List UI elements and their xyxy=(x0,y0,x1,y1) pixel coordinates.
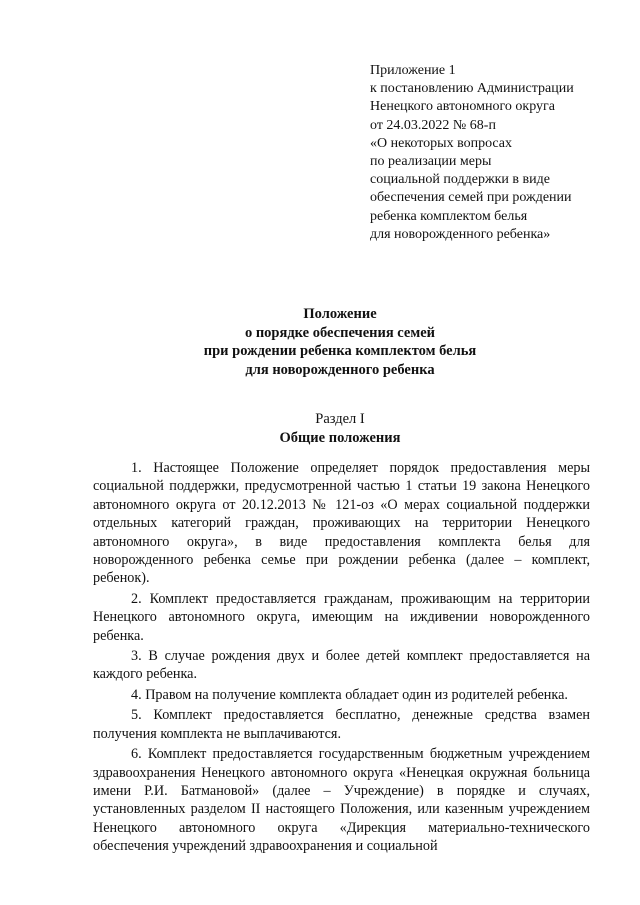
document-title xyxy=(110,305,570,379)
paragraph: 4. Правом на получение комплекта обладает один из родителей ребенка. xyxy=(131,686,568,703)
title-line: для новорожденного ребенка xyxy=(245,361,435,378)
document-body xyxy=(93,459,590,858)
paragraph: 6. Комплект предоставляется государственным бюджетным учреждением здравоохранения Ненецкого автономного округа «Ненецкая окружная больница имени Р.И. Батмановой» (далее – Учреждение) в порядке и случаях, установленных разделом II настоящего Положения, или казенным учреждением Ненецкого автономного округа «Дирекция материально-технического обеспечения учреждений здравоохранения и социальной xyxy=(93,746,590,855)
appendix-line: от 24.03.2022 № 68-п xyxy=(370,117,496,133)
title-line: о порядке обеспечения семей xyxy=(244,324,436,341)
paragraph: 2. Комплект предоставляется гражданам, проживающим на территории Ненецкого автономного округа, имеющим на иждивении новорожденного ребенка. xyxy=(93,590,590,644)
appendix-line: Приложение 1 xyxy=(370,63,456,78)
appendix-line: по реализации меры xyxy=(370,154,492,170)
appendix-line: ребенка комплектом белья xyxy=(370,208,528,224)
title-line: при рождении ребенка комплектом белья xyxy=(203,343,477,359)
section-number: Раздел I xyxy=(315,411,365,427)
paragraph: 5. Комплект предоставляется бесплатно, денежные средства взамен получения комплекта не выплачиваются. xyxy=(93,707,590,742)
appendix-line: «О некоторых вопросах xyxy=(370,135,513,151)
appendix-line: социальной поддержки в виде xyxy=(370,172,550,188)
appendix-line: для новорожденного ребенка» xyxy=(370,226,551,242)
appendix-line: к постановлению Администрации xyxy=(370,81,574,97)
section-heading xyxy=(90,410,590,447)
title-line: Положение xyxy=(303,306,377,322)
appendix-line: обеспечения семей при рождении xyxy=(370,190,572,206)
paragraph: 3. В случае рождения двух и более детей комплект предоставляется на каждого ребенка. xyxy=(93,648,590,683)
section-name: Общие положения xyxy=(279,429,401,446)
appendix-header xyxy=(370,62,632,244)
paragraph: 1. Настоящее Положение определяет порядок предоставления меры социальной поддержки, предусмотренной частью 1 статьи 19 закона Ненецкого автономного округа от 20.12.2013 № 121-оз «О мерах социальной поддержки отдельных категорий граждан, проживающих на территории Ненецкого автономного округа», в виде предоставления комплекта белья для новорожденного ребенка семье при рождении ребенка (далее – комплект, ребенок). xyxy=(93,460,590,587)
appendix-line: Ненецкого автономного округа xyxy=(370,99,555,115)
